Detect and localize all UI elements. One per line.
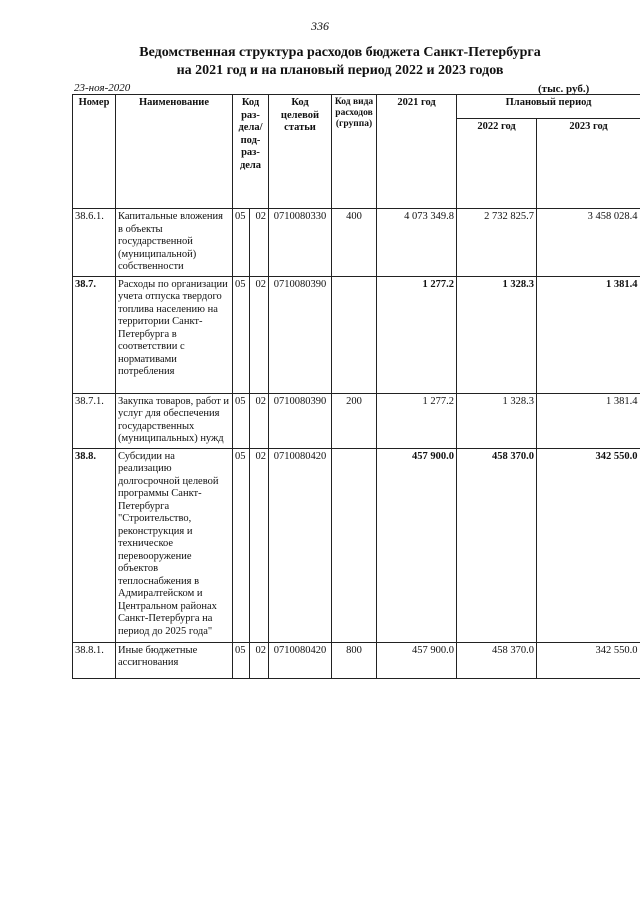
row-expense-type: 200	[332, 393, 377, 448]
header-2023: 2023 год	[537, 119, 640, 209]
row-target-code: 0710080420	[269, 448, 332, 642]
row-subsection: 02	[250, 209, 269, 277]
row-section: 05	[233, 393, 250, 448]
row-amount-2023: 3 458 028.4	[537, 209, 640, 277]
row-number: 38.8.1.	[73, 642, 116, 678]
table-row	[73, 393, 640, 448]
header-expense-type-code: Код вида расходов (группа)	[332, 95, 377, 209]
row-name: Закупка товаров, работ и услуг для обеспечения государственных (муниципальных) нужд	[116, 393, 233, 448]
title-line-1: Ведомственная структура расходов бюджета Санкт-Петербурга	[139, 45, 541, 60]
row-subsection: 02	[250, 393, 269, 448]
row-expense-type: 400	[332, 209, 377, 277]
header-planned-period: Плановый период	[457, 95, 640, 119]
row-amount-2021: 4 073 349.8	[377, 209, 457, 277]
row-target-code: 0710080420	[269, 642, 332, 678]
header-target-code: Код целевой статьи	[269, 95, 332, 209]
page-title	[60, 44, 620, 80]
header-number: Номер	[73, 95, 116, 209]
row-amount-2022: 2 732 825.7	[457, 209, 537, 277]
row-amount-2023: 1 381.4	[537, 276, 640, 393]
row-target-code: 0710080390	[269, 276, 332, 393]
page-number: 336	[311, 19, 329, 33]
header-section-code: Код раз- дела/ под- раз- дела	[233, 95, 269, 209]
row-target-code: 0710080330	[269, 209, 332, 277]
row-amount-2021: 1 277.2	[377, 393, 457, 448]
row-amount-2022: 458 370.0	[457, 448, 537, 642]
row-amount-2022: 1 328.3	[457, 393, 537, 448]
row-amount-2021: 457 900.0	[377, 448, 457, 642]
units-label: (тыс. руб.)	[538, 83, 590, 95]
table-row	[73, 276, 640, 393]
row-amount-2023: 342 550.0	[537, 642, 640, 678]
row-section: 05	[233, 448, 250, 642]
row-section: 05	[233, 642, 250, 678]
row-name: Иные бюджетные ассигнования	[116, 642, 233, 678]
row-amount-2022: 458 370.0	[457, 642, 537, 678]
row-section: 05	[233, 209, 250, 277]
table-row	[73, 642, 640, 678]
row-amount-2023: 1 381.4	[537, 393, 640, 448]
row-number: 38.6.1.	[73, 209, 116, 277]
row-amount-2022: 1 328.3	[457, 276, 537, 393]
row-name: Субсидии на реализацию долгосрочной целевой программы Санкт-Петербурга "Строительство, реконструкция и техническое перевооружение объектов теплоснабжения в Адмиралтейском и Центральном районах Санкт-Петербурга на период до 2025 года"	[116, 448, 233, 642]
table-row	[73, 209, 640, 277]
row-subsection: 02	[250, 448, 269, 642]
header-2022: 2022 год	[457, 119, 537, 209]
row-subsection: 02	[250, 276, 269, 393]
row-amount-2021: 457 900.0	[377, 642, 457, 678]
document-date: 23-ноя-2020	[74, 82, 131, 94]
row-amount-2021: 1 277.2	[377, 276, 457, 393]
title-line-2: на 2021 год и на плановый период 2022 и 2023 годов	[176, 63, 504, 78]
row-number: 38.7.	[73, 276, 116, 393]
row-name: Расходы по организации учета отпуска твердого топлива населению на территории Санкт-Петербурга в соответствии с нормативами потребления	[116, 276, 233, 393]
header-name: Наименование	[116, 95, 233, 209]
row-number: 38.8.	[73, 448, 116, 642]
row-expense-type	[332, 448, 377, 642]
row-name: Капитальные вложения в объекты государственной (муниципальной) собственности	[116, 209, 233, 277]
row-expense-type	[332, 276, 377, 393]
row-target-code: 0710080390	[269, 393, 332, 448]
row-amount-2023: 342 550.0	[537, 448, 640, 642]
row-section: 05	[233, 276, 250, 393]
row-expense-type: 800	[332, 642, 377, 678]
row-subsection: 02	[250, 642, 269, 678]
header-2021: 2021 год	[377, 95, 457, 209]
table-row	[73, 448, 640, 642]
budget-table	[72, 94, 640, 679]
row-number: 38.7.1.	[73, 393, 116, 448]
